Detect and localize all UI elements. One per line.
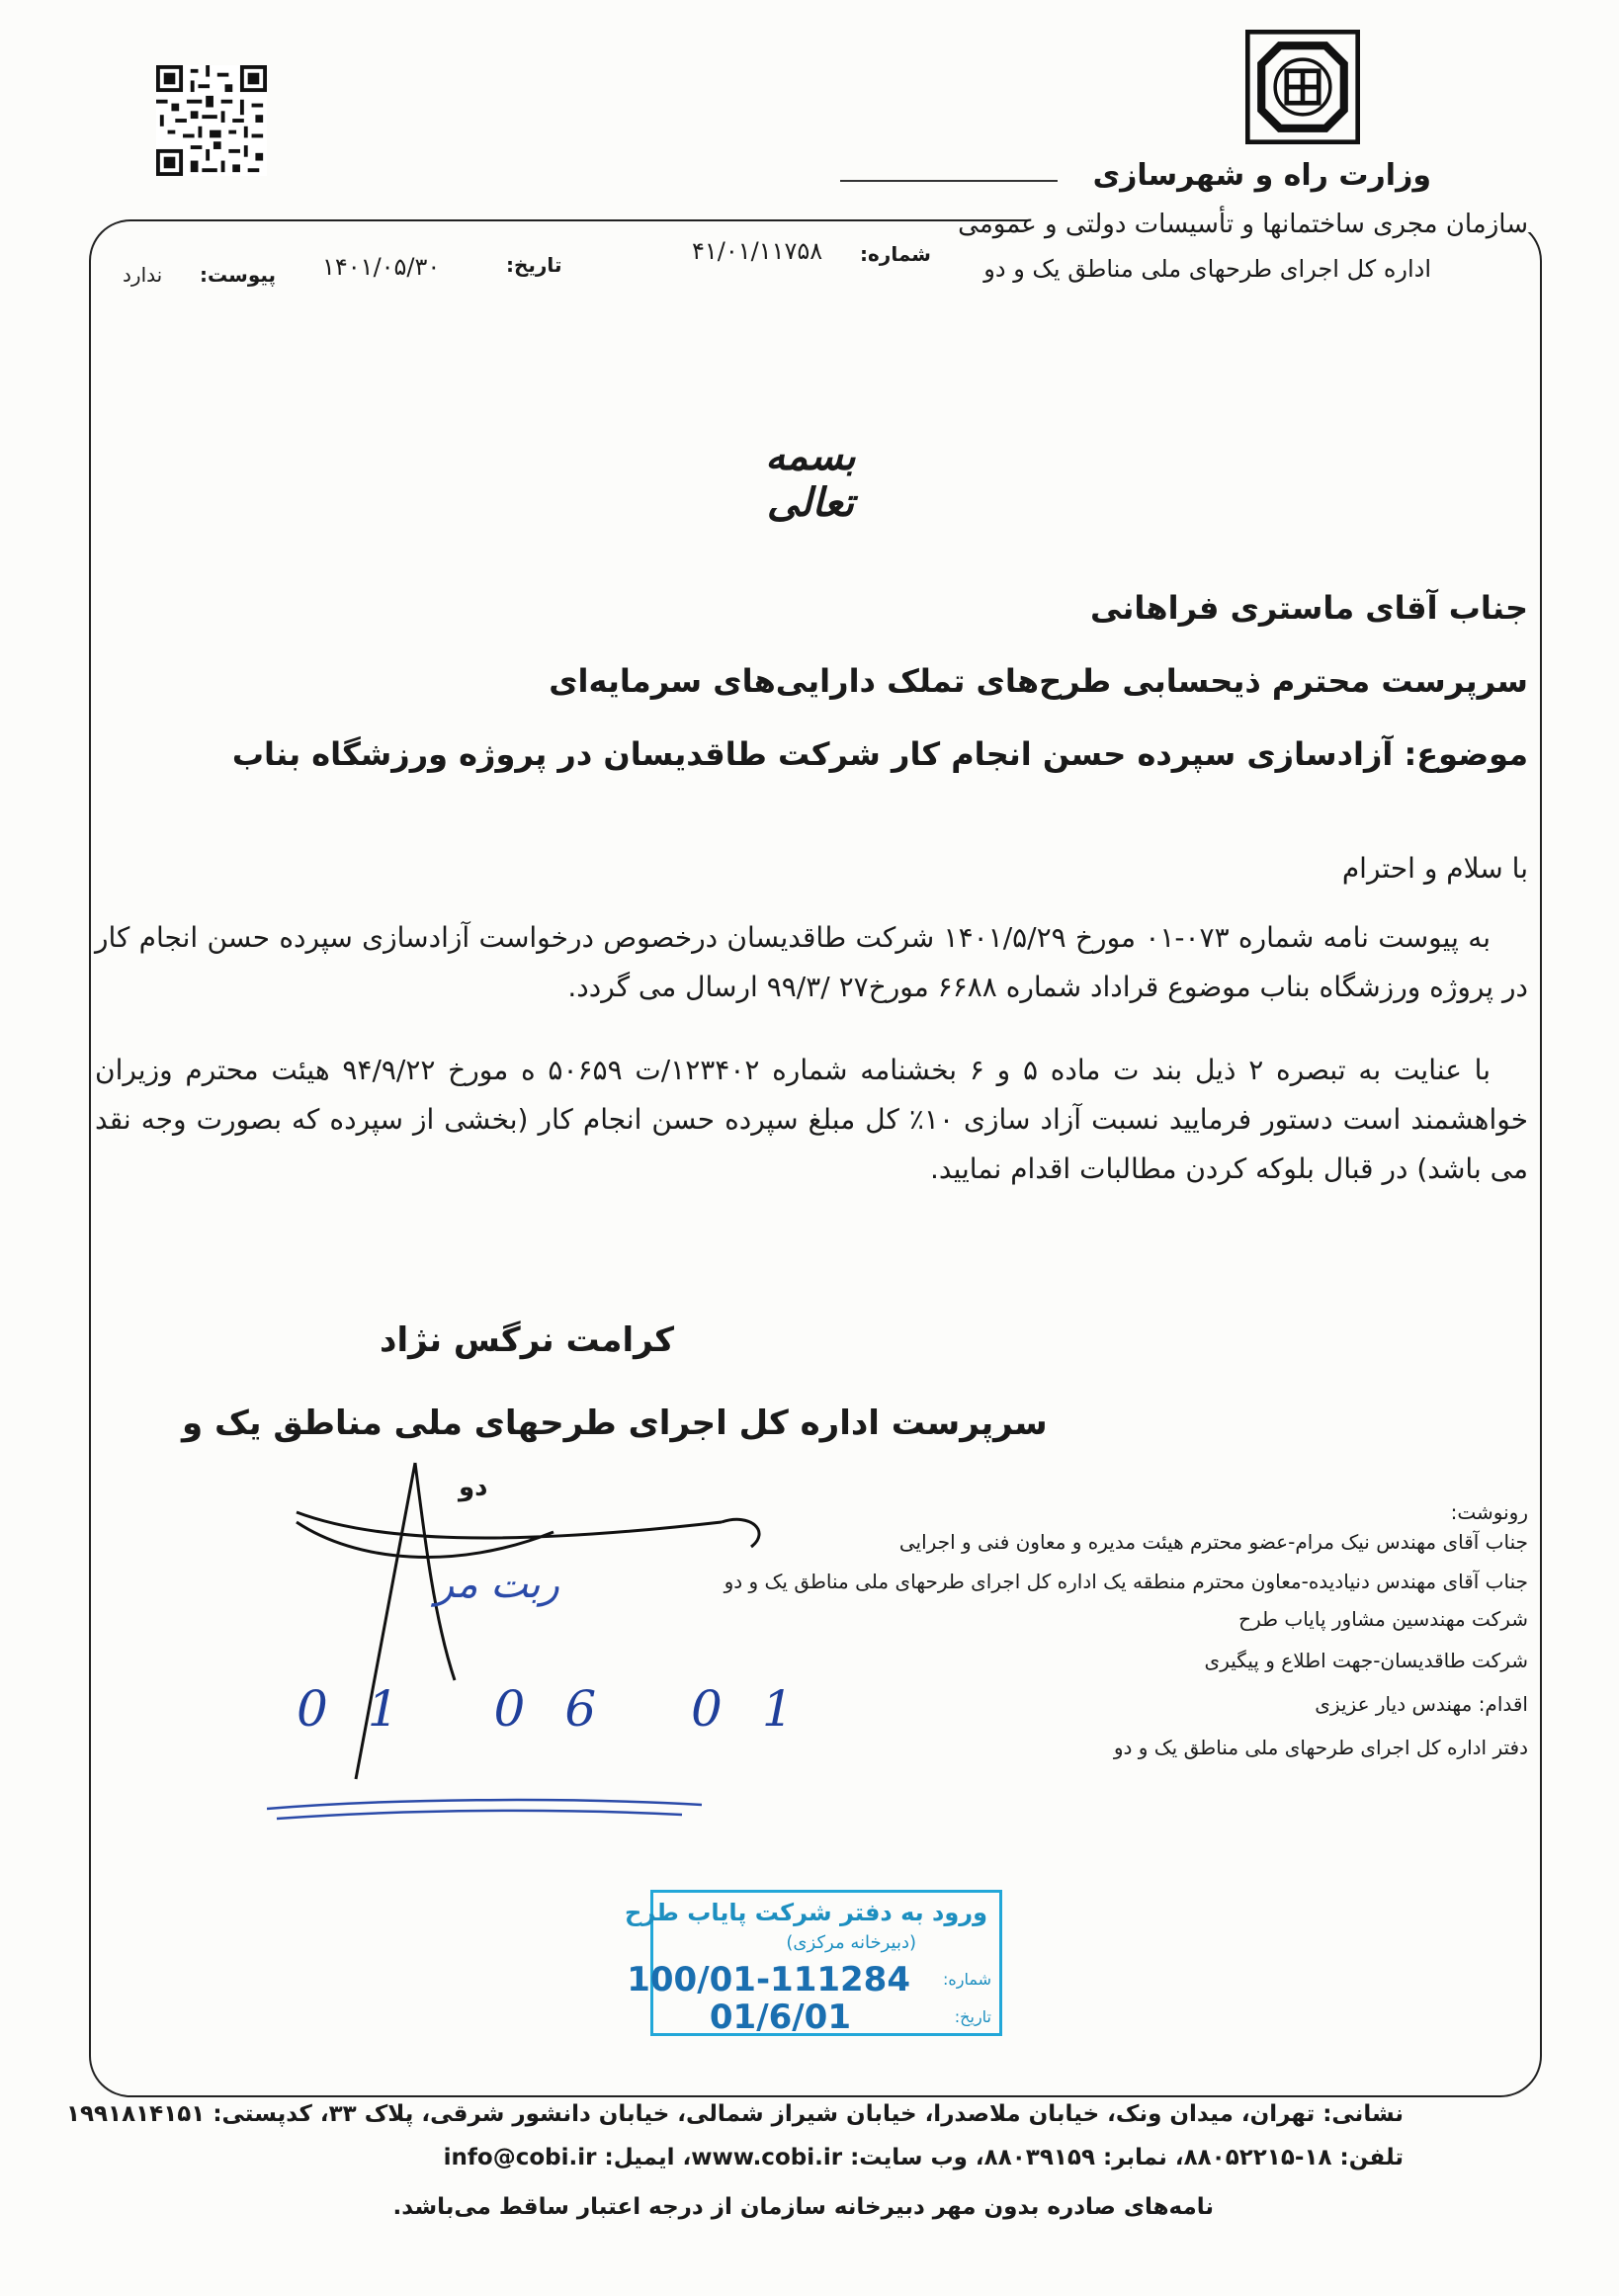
handwritten-date: 01 06 01: [297, 1680, 833, 1738]
stamp-number: 100/01-111284: [627, 1960, 910, 1999]
cc-label: رونوشت:: [1450, 1500, 1528, 1524]
footer-notice: نامه‌های صادره بدون مهر دبیرخانه سازمان از درجه اعتبار ساقط می‌باشد.: [392, 2194, 1214, 2220]
recipient-title: سرپرست محترم ذیحسابی طرح‌های تملک دارایی‌های سرمایه‌ای: [549, 662, 1528, 700]
letter-date-label: تاریخ:: [506, 253, 562, 277]
cc-item: جناب آقای مهندس دنیادیده-معاون محترم منطقه یک اداره کل اجرای طرحهای ملی مناطق یک و دو: [724, 1570, 1528, 1593]
signatory-title-end: دو: [459, 1473, 488, 1502]
receipt-stamp: [625, 1890, 1002, 2037]
footer-contact: تلفن: ۱۸-۸۸۰۵۲۲۱۵، نمابر: ۸۸۰۳۹۱۵۹، وب سایت: www.cobi.ir، ایمیل: info@cobi.ir: [443, 2145, 1404, 2170]
cc-item: اقدام: مهندس دیار عزیزی: [1315, 1692, 1528, 1716]
department-name: اداره کل اجرای طرحهای ملی مناطق یک و دو: [983, 255, 1431, 283]
signatory-name: کرامت نرگس نژاد: [380, 1320, 675, 1360]
handwritten-signature: [257, 1453, 791, 1828]
letter-subject: موضوع: آزادسازی سپرده حسن انجام کار شرکت طاقدیسان در پروژه ورزشگاه بناب: [231, 735, 1528, 773]
recipient-name: جناب آقای ماستری فراهانی: [1090, 589, 1528, 627]
stamp-title: ورود به دفتر شرکت پایاب طرح: [625, 1899, 987, 1926]
letter-number-label: شماره:: [860, 242, 931, 266]
cc-item: شرکت طاقدیسان-جهت اطلاع و پیگیری: [1204, 1649, 1528, 1672]
qr-code: [156, 65, 267, 176]
organization-name: سازمان مجری ساختمانها و تأسیسات دولتی و عمومی: [958, 210, 1528, 239]
cc-item: دفتر اداره کل اجرای طرحهای ملی مناطق یک و دو: [1113, 1736, 1528, 1759]
attachment-value: ندارد: [123, 263, 163, 287]
stamp-date: 01/6/01: [709, 1998, 851, 2037]
cc-item: جناب آقای مهندس نیک مرام-عضو محترم هیئت مدیره و معاون فنی و اجرایی: [898, 1530, 1528, 1554]
paragraph-1: به پیوست نامه شماره ۰۷۳-۰۱ مورخ ۱۴۰۱/۵/۲۹ شرکت طاقدیسان درخصوص درخواست آزادسازی سپرده حسن انجام کار در پروژه ورزشگاه بناب موضوع قراداد شماره ۶۶۸۸ مورخ۲۷ /۹۹/۳ ارسال می گردد.: [95, 921, 1528, 1003]
stamp-subtitle: (دبیرخانه مرکزی): [786, 1932, 916, 1953]
letter-date-value: ۱۴۰۱/۰۵/۳۰: [322, 253, 441, 281]
ministry-name: وزارت راه و شهرسازی: [1092, 158, 1431, 193]
stamp-date-label: تاریخ:: [954, 2007, 991, 2026]
handwritten-note: ربت مر: [435, 1562, 559, 1607]
stamp-number-label: شماره:: [942, 1970, 991, 1989]
handwritten-underline: [267, 1779, 712, 1838]
ministry-logo-icon: [1245, 30, 1360, 144]
letter-number: [860, 239, 931, 267]
signatory-title: سرپرست اداره کل اجرای طرحهای ملی مناطق یک و: [182, 1403, 1048, 1443]
paragraph-2: با عنایت به تبصره ۲ ذیل بند ت ماده ۵ و ۶ بخشنامه شماره ۱۲۳۴۰۲/ت ۵۰۶۵۹ ه مورخ ۹۴/۹/۲۲ هیئت محترم وزیران خواهشمند است دستور فرمایید نسبت آزاد سازی ۱۰٪ کل مبلغ سپرده حسن انجام کار (بخشی از سپرده که بصورت وجه نقد می باشد) در قبال بلوکه کردن مطالبات اقدام نمایید.: [95, 1054, 1529, 1185]
cc-item: شرکت مهندسین مشاور پایاب طرح: [1238, 1607, 1528, 1631]
basmala: بسمه تعالی: [765, 433, 856, 526]
attachment-label: پیوست:: [200, 263, 277, 287]
greeting: با سلام و احترام: [1341, 852, 1528, 885]
footer-address: نشانی: تهران، میدان ونک، خیابان ملاصدرا، خیابان شیراز شمالی، خیابان دانشور شرقی، پلاک ۳۳، کدپستی: ۱۹۹۱۸۱۴۱۵۱: [65, 2101, 1404, 2127]
header-divider: [840, 180, 1058, 182]
letter-number-value: ۴۱/۰۱/۱۱۷۵۸: [692, 237, 823, 265]
